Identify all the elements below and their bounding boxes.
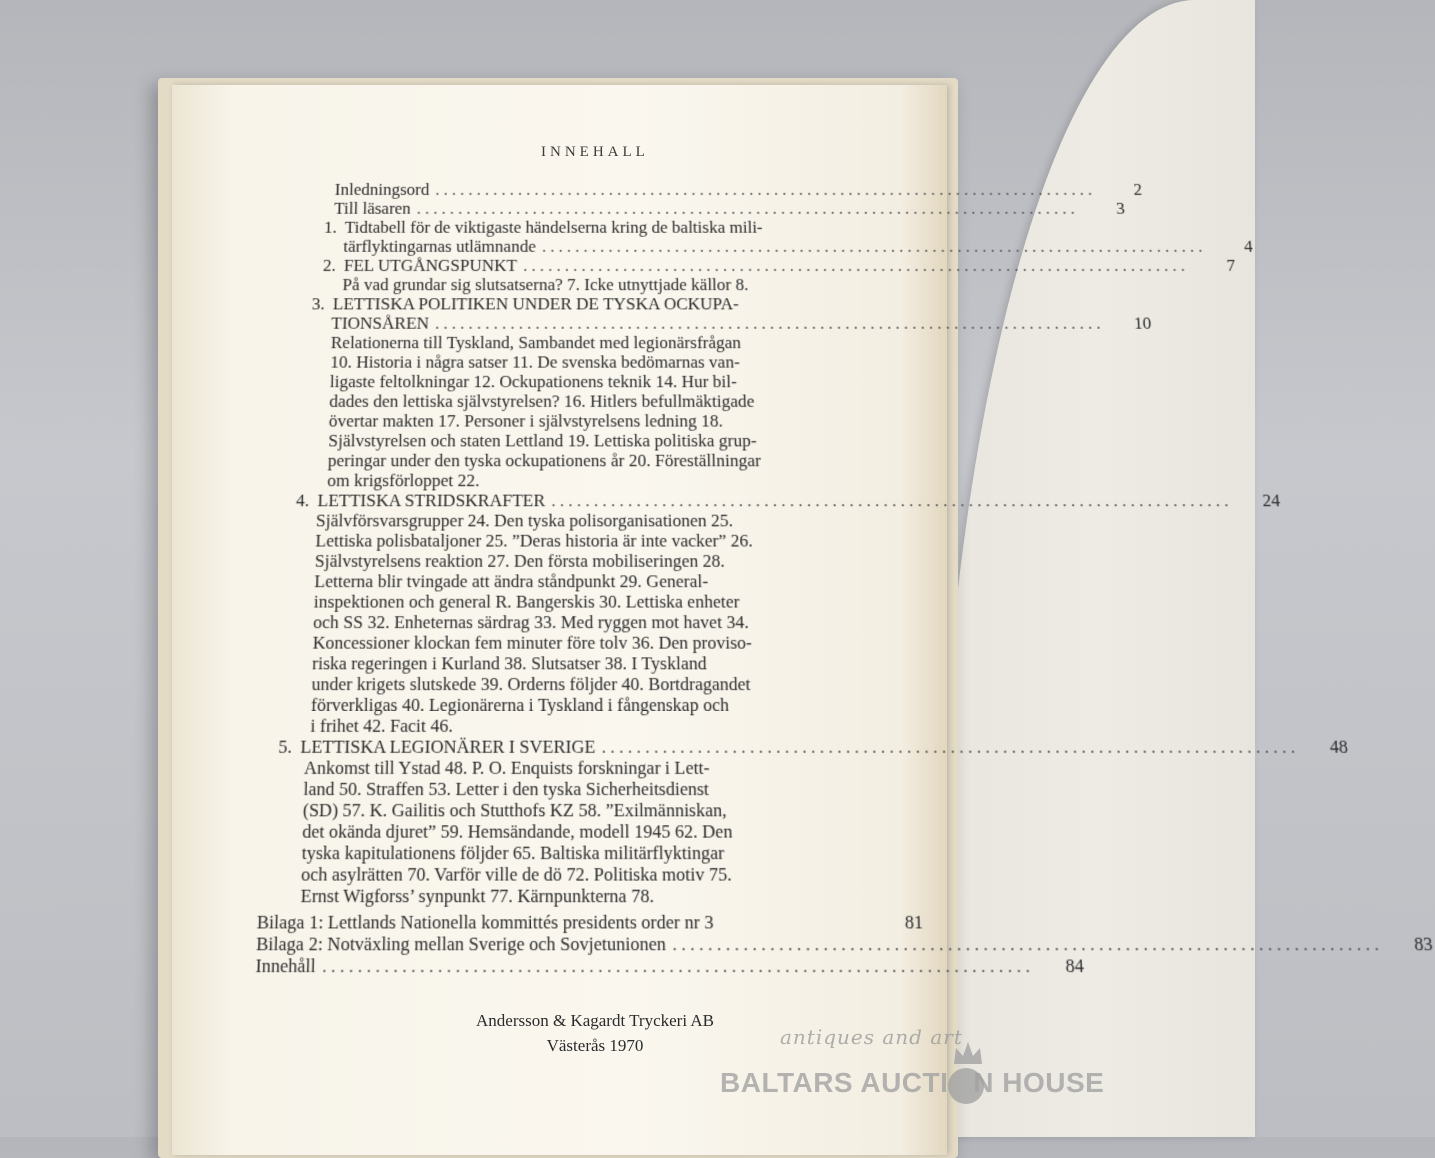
toc-entry [271,451,909,471]
toc-entry-number: 3. [311,294,325,314]
toc-entry-title: ligaste feltolkningar 12. Ockupationens teknik 14. Hur bil- [329,371,738,392]
toc-entry [257,911,924,933]
toc-entry-title: Ernst Wigforss’ synpunkt 77. Kärnpunkterna 78. [300,885,655,907]
toc-entry-title: (SD) 57. K. Gailitis och Stutthofs KZ 58. ”Exilmänniskan, [302,799,727,821]
toc-entry-title: Relationerna till Tyskland, Sambandet med legionärsfrågan [330,332,742,353]
toc-entry [255,933,1434,955]
toc-entry-title: tyska kapitulationens följder 65. Baltiska militärflyktingar [301,842,725,864]
toc-entry [261,778,920,799]
toc-entry [267,571,913,591]
toc-entry-title: Till läsaren [334,198,412,218]
toc-entry-title: Självstyrelsens reaktion 27. Den första mobiliseringen 28. [314,550,725,572]
watermark-tagline: antiques and art [780,1025,963,1049]
toc-entry-title: Bilaga 1: Lettlands Nationella kommittés presidents order nr 3 [256,911,714,934]
toc-entry-title: Lettiska polisbataljoner 25. ”Deras historia är inte vacker” 26. [315,530,753,551]
toc-entry-title: om krigsförloppet 22. [327,470,480,491]
toc-entry [255,954,1085,977]
toc-entry-title: tärflyktingarnas utlämnande [343,236,536,256]
toc-page-number: 83 [1413,933,1434,955]
toc-entry-title: TIONSÅREN [331,313,430,333]
toc-entry-title: inspektionen och general R. Bangerskis 30. Lettiska enheter [313,591,740,612]
toc-entry [258,864,922,886]
toc-entry [276,275,903,294]
toc-entry [278,218,902,237]
toc-page-number: 10 [1133,313,1152,333]
toc-entry [277,255,1236,275]
print-place-year: Västerås 1970 [546,1036,644,1055]
toc-entry [269,510,911,530]
toc-page-number: 7 [1226,255,1236,275]
toc-entry-title: förverkligas 40. Legionärerna i Tyskland i fångenskap och [310,694,730,716]
toc-entry-number: 4. [295,490,310,511]
toc-entry [276,294,904,313]
toc-entry [264,674,916,695]
toc-entry-title: Letterna blir tvingade att ändra ståndpunkt 29. General- [314,571,709,592]
table-of-contents [255,180,1434,977]
toc-leader-dots: ................................................................................ [541,236,1207,256]
toc-entry-title: och SS 32. Enheternas särdrag 33. Med ryggen mot havet 34. [312,611,749,633]
toc-entry-title: Självstyrelsen och staten Lettland 19. Lettiska politiska grup- [328,430,757,451]
toc-leader-dots: ................................................................................ [321,954,1035,977]
toc-entry-title: Bilaga 2: Notväxling mellan Sverige och Sovjetunionen [255,933,667,955]
toc-leader-dots: ................................................................................ [523,255,1190,275]
toc-entry-title: LETTISKA LEGIONÄRER I SVERIGE [300,736,596,758]
toc-entry [273,391,907,411]
toc-entry-title: Tidtabell för de viktigaste händelserna kring de baltiska mili- [344,217,763,237]
toc-entry-title: Självförsvarsgrupper 24. Den tyska polisorganisationen 25. [315,510,734,531]
toc-entry-title: övertar makten 17. Personer i självstyrelsens ledning 18. [328,411,724,431]
toc-leader-dots: ................................................................................ [435,180,1097,199]
toc-entry [275,313,1152,333]
toc-entry-title: Ankomst till Ystad 48. P. O. Enquists forskningar i Lett- [303,757,710,779]
toc-entry [272,431,909,451]
toc-entry-title: Innehåll [255,954,316,977]
toc-entry [266,612,914,633]
toc-leader-dots: ................................................................................ [601,736,1300,758]
toc-entry [268,551,912,571]
toc-entry-number: 2. [322,255,337,275]
watermark-brand: BALTARS AUCTI N HOUSE [720,1067,1105,1098]
toc-entry [274,352,906,372]
toc-entry-title: Inledningsord [334,180,430,199]
toc-entry-title: På vad grundar sig slutsatserna? 7. Icke utnyttjade källor 8. [342,274,749,295]
toc-entry-title: Koncessioner klockan fem minuter före tolv 36. Den proviso- [312,632,753,654]
toc-entry [275,333,906,352]
printer-imprint [430,1008,760,1058]
toc-entry [261,757,918,778]
toc-leader-dots: ................................................................................ [551,490,1234,511]
toc-entry [279,198,1126,218]
toc-leader-dots: ................................................................................ [416,198,1080,218]
toc-entry-title: 10. Historia i några satser 11. De svenska bedömarnas van- [330,352,740,372]
toc-page-number: 81 [904,911,924,934]
toc-leader-dots: ................................................................................ [672,933,1384,955]
toc-entry-title: det okända djuret” 59. Hemsändande, modell 1945 62. Den [302,820,733,843]
toc-page-number: 3 [1115,198,1126,218]
toc-page-number: 2 [1132,180,1143,199]
printer-name: Andersson & Kagardt Tryckeri AB [476,1011,714,1030]
toc-entry-title: FEL UTGÅNGSPUNKT [343,255,518,275]
toc-entry-title: dades den lettiska självstyrelsen? 16. Hitlers befullmäktigade [329,391,755,412]
toc-entry [263,694,916,715]
toc-entry-number: 5. [278,736,293,758]
toc-leader-dots: ................................................................................ [435,313,1106,333]
toc-entry [262,736,1349,758]
toc-entry-title: land 50. Straffen 53. Letter i den tyska Sicherheitsdienst [303,778,710,800]
toc-entry [260,800,920,821]
toc-entry-title: riska regeringen i Kurland 38. Slutsatser 38. I Tyskland [311,653,707,674]
toc-page-number: 4 [1243,236,1254,256]
toc-page-number: 48 [1329,736,1349,758]
toc-entry [279,180,1143,199]
toc-entry [267,591,914,611]
toc-page-number: 84 [1064,954,1085,977]
toc-entry-title: i frihet 42. Facit 46. [310,715,454,737]
toc-entry [259,842,922,863]
toc-entry [263,715,918,736]
toc-entry [270,490,1281,511]
contents-heading: INNEHALL [541,144,649,160]
toc-entry [265,653,916,674]
toc-entry [265,632,914,653]
toc-entry [278,236,1254,256]
toc-entry [272,411,908,431]
toc-entry [273,372,906,392]
toc-entry-title: under krigets slutskede 39. Orderns följder 40. Bortdragandet [311,673,751,695]
toc-entry [259,821,920,842]
toc-entry-title: peringar under den tyska ockupationens år 20. Föreställningar [327,450,761,471]
toc-entry-title: LETTISKA STRIDSKRAFTER [317,490,546,511]
toc-entry-number: 1. [323,217,338,237]
crown-icon [952,1040,984,1066]
toc-entry [270,470,909,490]
toc-page-number: 24 [1261,490,1281,511]
toc-entry-title: och asylrätten 70. Varför ville de dö 72. Politiska motiv 75. [300,863,732,886]
toc-entry [257,885,922,907]
toc-entry [268,531,911,551]
toc-entry-title: LETTISKA POLITIKEN UNDER DE TYSKA OCKUPA- [332,294,739,314]
